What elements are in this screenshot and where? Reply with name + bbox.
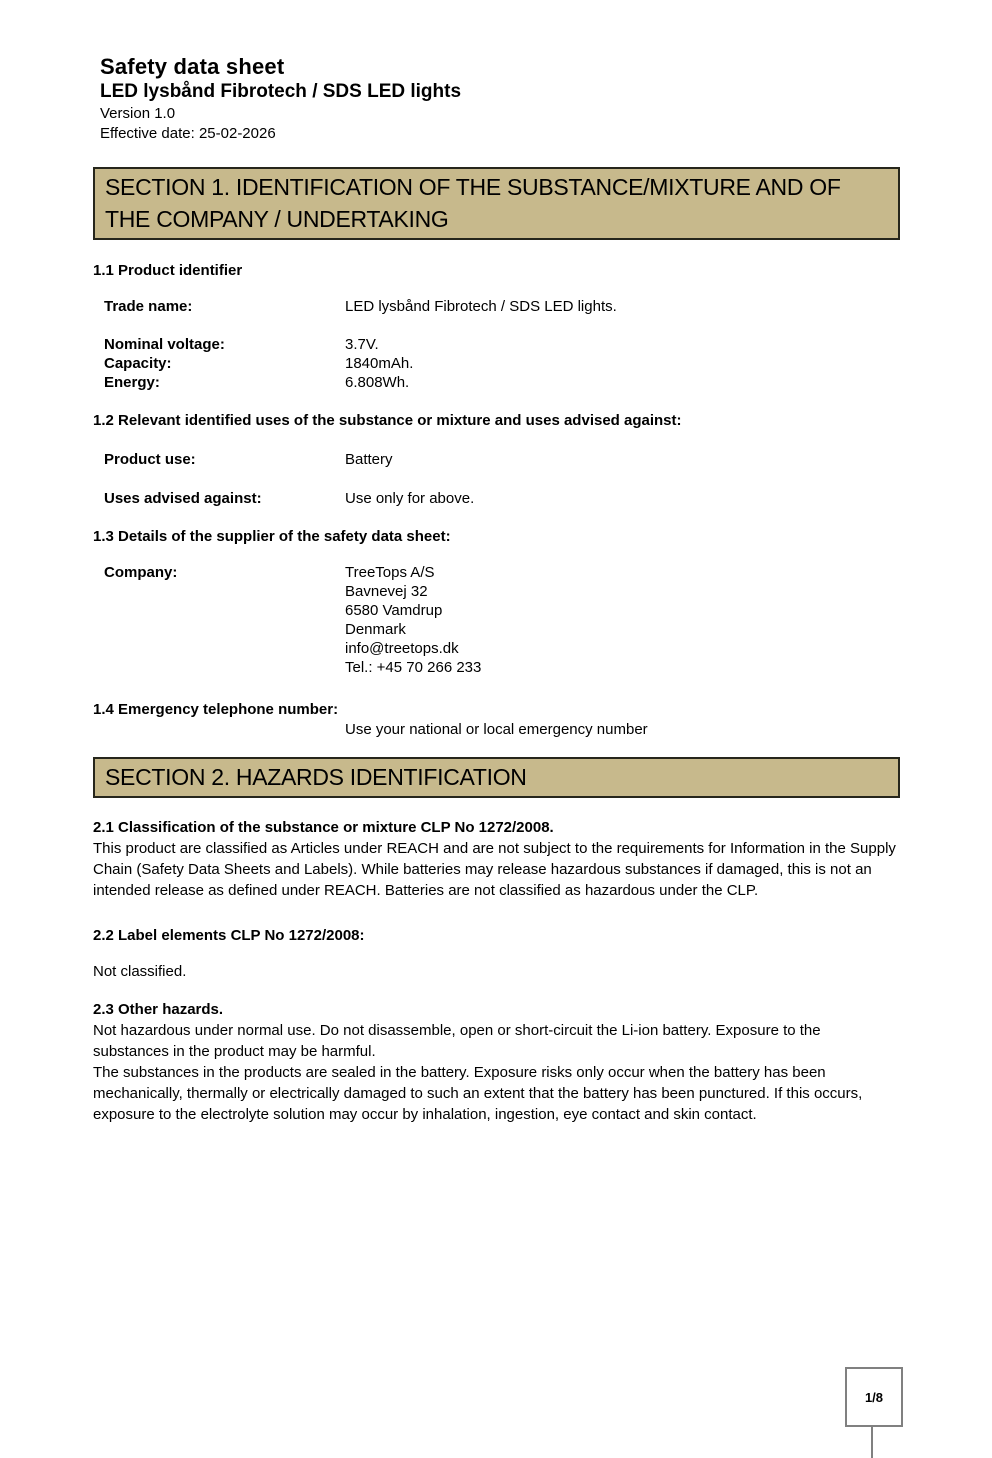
heading-1-2: 1.2 Relevant identified uses of the substance or mixture and uses advised against: [93,412,682,429]
company-label: Company: [104,564,178,581]
product-use-row [93,450,900,469]
section-1-content [93,261,900,739]
company-email-line: info@treetops.dk [345,640,459,657]
page-number: 1/8 [864,1389,884,1405]
company-street-line: Bavnevej 32 [345,583,428,600]
document-title: Safety data sheet [100,54,285,79]
other-hazards-para-1: Not hazardous under normal use. Do not disassemble, open or short-circuit the Li-ion battery. Exposure to the substances in the product may be harmful. [93,1022,821,1060]
section-2-content [93,818,900,1125]
uses-advised-row [93,489,900,508]
classification-body: This product are classified as Articles under REACH and are not subject to the requirements for Information in the Supply Chain (Safety Data Sheets and Labels). While batteries may release hazardous substances if damaged, this is not an intended release as defined under REACH. Batteries are not classified as hazardous under the CLP. [93,840,896,899]
product-use-value: Battery [345,451,393,468]
product-name: LED lysbånd Fibrotech / SDS LED lights [100,81,462,102]
company-city-line: 6580 Vamdrup [345,602,443,619]
company-phone-line: Tel.: +45 70 266 233 [345,659,482,676]
label-elements-body: Not classified. [93,963,187,980]
trade-name-row [93,297,900,316]
heading-1-1: 1.1 Product identifier [93,262,243,279]
product-use-label: Product use: [104,451,196,468]
section-1-header-bar: SECTION 1. IDENTIFICATION OF THE SUBSTANCE/MIXTURE AND OF THE COMPANY / UNDERTAKING [93,167,900,240]
heading-2-1: 2.1 Classification of the substance or mixture CLP No 1272/2008. [93,819,554,836]
other-hazards-para-2: The substances in the products are sealed in the battery. Exposure risks only occur when the battery has been mechanically, thermally or electrically damaged to such an extent that the battery has been punctured. If this occurs, exposure to the electrolyte solution may occur by inhalation, ingestion, eye contact and skin contact. [93,1064,863,1123]
uses-advised-label: Uses advised against: [104,490,262,507]
emergency-number-value: Use your national or local emergency number [345,721,648,738]
heading-1-3: 1.3 Details of the supplier of the safety data sheet: [93,528,451,545]
trade-name-value: LED lysbånd Fibrotech / SDS LED lights. [345,298,617,315]
company-name-line: TreeTops A/S [345,564,435,581]
heading-2-2: 2.2 Label elements CLP No 1272/2008: [93,927,365,944]
capacity-value: 1840mAh. [345,355,414,372]
nominal-voltage-label: Nominal voltage: [104,336,225,353]
section-2-header-bar: SECTION 2. HAZARDS IDENTIFICATION [93,757,900,798]
energy-value: 6.808Wh. [345,374,410,391]
effective-date-text: Effective date: 25-02-2026 [100,125,276,142]
nominal-voltage-value: 3.7V. [345,336,379,353]
nominal-voltage-row [93,335,900,354]
capacity-row [93,354,900,373]
page-box-connector-line [871,1425,873,1458]
trade-name-label: Trade name: [104,298,193,315]
company-country-line: Denmark [345,621,406,638]
capacity-label: Capacity: [104,355,172,372]
heading-1-4: 1.4 Emergency telephone number: [93,701,339,718]
energy-row [93,373,900,392]
page-number-box [845,1367,903,1427]
document-header [100,55,992,143]
energy-label: Energy: [104,374,160,391]
version-text: Version 1.0 [100,105,176,122]
uses-advised-value: Use only for above. [345,490,475,507]
company-address-block [345,563,481,677]
heading-2-3: 2.3 Other hazards. [93,1001,224,1018]
company-row [93,563,900,677]
